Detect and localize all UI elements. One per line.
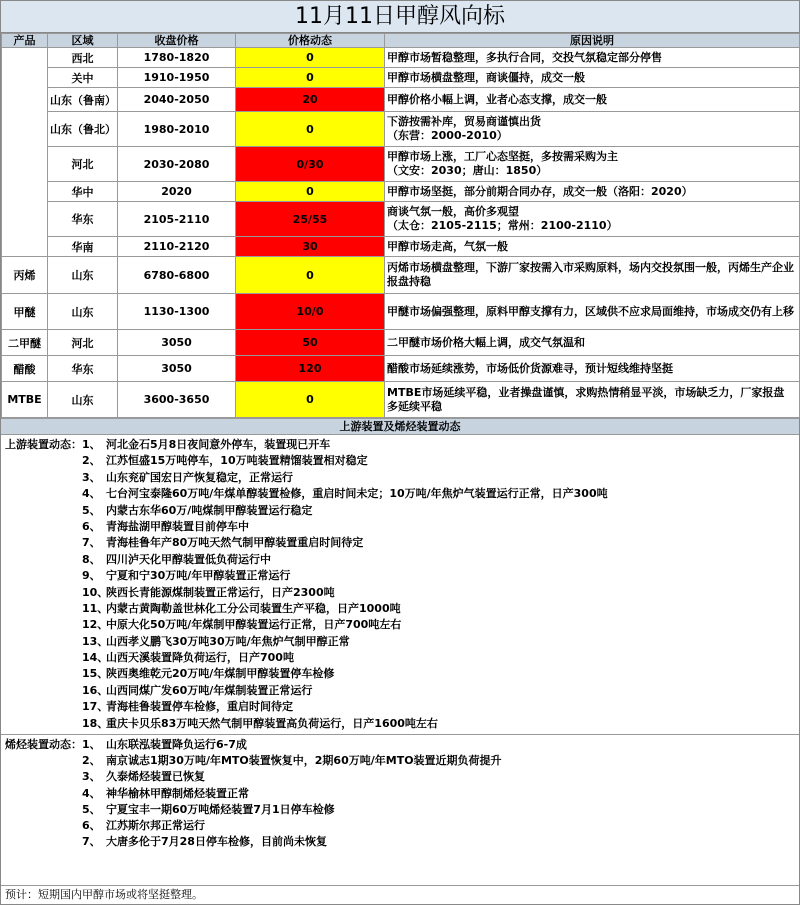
list-item (5, 683, 795, 699)
list-text: 宁夏和宁30万吨/年甲醇装置正常运行 (106, 569, 291, 583)
change-cell: 0 (236, 48, 385, 68)
price-cell: 1910-1950 (118, 68, 236, 88)
list-item (5, 737, 795, 753)
price-cell: 2020 (118, 182, 236, 202)
list-number: 3、 (82, 770, 101, 784)
table-row (2, 237, 800, 257)
list-item (5, 535, 795, 551)
table-row (2, 48, 800, 68)
list-number: 1、 (82, 738, 101, 752)
price-cell: 2040-2050 (118, 88, 236, 112)
list-text: 神华榆林甲醇制烯烃装置正常 (106, 786, 249, 800)
reason-line: 甲醚市场偏强整理，原料甲醇支撑有力，区域供不应求局面维持，市场成交仍有上移 (387, 304, 794, 318)
header-price: 收盘价格 (118, 34, 236, 48)
change-cell: 50 (236, 330, 385, 356)
table-header-row (2, 34, 800, 48)
reason-cell (385, 112, 800, 147)
reason-cell (385, 237, 800, 257)
list-item (5, 786, 795, 802)
list-item (5, 666, 795, 682)
list-text: 内蒙古黄陶勒盖世林化工分公司装置生产平稳，日产1000吨 (106, 601, 401, 615)
change-cell: 0 (236, 182, 385, 202)
list-number: 15、 (82, 667, 109, 681)
list-text: 重庆卡贝乐83万吨天然气制甲醇装置高负荷运行，日产1600吨左右 (106, 716, 438, 730)
reason-cell (385, 88, 800, 112)
product-cell: 醋酸 (2, 356, 48, 382)
region-cell: 山东（鲁北） (48, 112, 118, 147)
reason-line: 甲醇市场走高，气氛一般 (387, 239, 508, 253)
list-number: 16、 (82, 683, 109, 697)
region-cell: 华东 (48, 202, 118, 237)
reason-line: 甲醇价格小幅上调，业者心态支撑，成交一般 (387, 92, 607, 106)
list-number: 2、 (82, 754, 101, 768)
list-number: 1、 (82, 438, 101, 451)
list-number: 5、 (82, 802, 101, 816)
reason-cell (385, 182, 800, 202)
list-item (5, 802, 795, 818)
list-text: 宁夏宝丰一期60万吨烯烃装置7月1日停车检修 (106, 802, 335, 816)
reason-line: （东营：2000-2010） (387, 129, 508, 142)
list-text: 山东兖矿国宏日产恢复稳定，正常运行 (106, 470, 293, 484)
reason-line: （文安：2030；唐山：1850） (387, 164, 548, 177)
list-number: 12、 (82, 618, 109, 632)
list-item (5, 503, 795, 519)
price-cell: 1780-1820 (118, 48, 236, 68)
forecast-text: 预计：短期国内甲醇市场或将坚挺整理。 (1, 885, 799, 904)
table-row (2, 112, 800, 147)
list-item (5, 585, 795, 601)
list-item (5, 699, 795, 715)
reason-line: 甲醇市场横盘整理，商谈僵持，成交一般 (387, 70, 585, 84)
list-number: 11、 (82, 601, 109, 615)
list-text: 山西天溪装置降负荷运行，日产700吨 (106, 651, 294, 665)
list-number: 18、 (82, 716, 109, 730)
list-item (5, 716, 795, 732)
list-number: 4、 (82, 487, 101, 501)
list-number: 7、 (82, 835, 101, 849)
region-cell: 山东 (48, 257, 118, 294)
header-product: 产品 (2, 34, 48, 48)
table-row (2, 257, 800, 294)
list-text: 青海桂鲁年产80万吨天然气制甲醇装置重启时间待定 (106, 536, 364, 550)
list-item (5, 519, 795, 535)
list-number: 17、 (82, 700, 109, 714)
product-cell (2, 48, 48, 257)
region-cell: 山东 (48, 382, 118, 418)
list-number: 7、 (82, 536, 101, 550)
list-item (5, 769, 795, 785)
list-item (5, 453, 795, 469)
list-item (5, 650, 795, 666)
list-text: 青海桂鲁装置停车检修，重启时间待定 (106, 700, 293, 714)
list-text: 江苏斯尔邦正常运行 (106, 818, 205, 832)
table-row (2, 382, 800, 418)
list-text: 陕西奥维乾元20万吨/年煤制甲醇装置停车检修 (106, 667, 335, 681)
list-text: 陕西长青能源煤制装置正常运行，日产2300吨 (106, 585, 335, 599)
change-cell: 0 (236, 382, 385, 418)
reason-line: 商谈气氛一般，高价多观望 (387, 205, 519, 218)
price-cell: 1130-1300 (118, 294, 236, 330)
product-cell: 丙烯 (2, 257, 48, 294)
table-row (2, 68, 800, 88)
list-text: 内蒙古东华60万/吨煤制甲醇装置运行稳定 (106, 503, 313, 517)
table-row (2, 182, 800, 202)
list-text: 南京诚志1期30万吨/年MTO装置恢复中，2期60万吨/年MTO装置近期负荷提升 (106, 754, 502, 768)
price-table (1, 33, 800, 418)
list-text: 山西同煤广发60万吨/年煤制装置正常运行 (106, 683, 313, 697)
list-text: 大唐多伦于7月28日停车检修，目前尚未恢复 (106, 835, 327, 849)
reason-cell (385, 147, 800, 182)
reason-line: （太仓：2105-2115；常州：2100-2110） (387, 219, 618, 232)
list-label: 上游装置动态： (5, 438, 82, 451)
list-number: 3、 (82, 470, 101, 484)
price-cell: 2110-2120 (118, 237, 236, 257)
list-item (5, 437, 795, 453)
price-cell: 2030-2080 (118, 147, 236, 182)
price-cell: 2105-2110 (118, 202, 236, 237)
list-text: 山东联泓装置降负运行6-7成 (106, 738, 247, 752)
change-cell: 0 (236, 112, 385, 147)
list-text: 久泰烯烃装置已恢复 (106, 770, 205, 784)
list-number: 4、 (82, 786, 101, 800)
reason-line: 甲醇市场坚挺，部分前期合同办存，成交一般（洛阳：2020） (387, 184, 693, 198)
region-cell: 西北 (48, 48, 118, 68)
list-item (5, 617, 795, 633)
header-change: 价格动态 (236, 34, 385, 48)
list-text: 中原大化50万吨/年煤制甲醇装置运行正常，日产700吨左右 (106, 618, 402, 632)
list-item (5, 568, 795, 584)
page-title: 11月11日甲醇风向标 (1, 1, 799, 33)
list-item (5, 486, 795, 502)
header-region: 区域 (48, 34, 118, 48)
list-item (5, 470, 795, 486)
list-item (5, 818, 795, 834)
list-number: 8、 (82, 552, 101, 566)
list-item (5, 753, 795, 769)
reason-cell (385, 48, 800, 68)
price-cell: 6780-6800 (118, 257, 236, 294)
reason-line: 甲醇市场暂稳整理，多执行合同，交投气氛稳定部分停售 (387, 50, 662, 64)
list-text: 七台河宝泰隆60万吨/年煤单醇装置检修，重启时间未定；10万吨/年焦炉气装置运行正常，日产300吨 (106, 487, 608, 501)
list-text: 山西孝义鹏飞30万吨30万吨/年焦炉气制甲醇正常 (106, 634, 350, 648)
product-cell: MTBE (2, 382, 48, 418)
price-cell: 1980-2010 (118, 112, 236, 147)
list-text: 江苏恒盛15万吨停车，10万吨装置精馏装置相对稳定 (106, 454, 368, 468)
reason-line: 二甲醚市场价格大幅上调，成交气氛温和 (387, 335, 585, 349)
change-cell: 20 (236, 88, 385, 112)
list-number: 10、 (82, 585, 109, 599)
list-number: 14、 (82, 651, 109, 665)
region-cell: 山东 (48, 294, 118, 330)
product-cell: 二甲醚 (2, 330, 48, 356)
change-cell: 30 (236, 237, 385, 257)
list-number: 5、 (82, 503, 101, 517)
region-cell: 关中 (48, 68, 118, 88)
region-cell: 华南 (48, 237, 118, 257)
change-cell: 0 (236, 257, 385, 294)
list-text: 青海盐湖甲醇装置目前停车中 (106, 519, 249, 533)
price-cell: 3600-3650 (118, 382, 236, 418)
change-cell: 0/30 (236, 147, 385, 182)
change-cell: 0 (236, 68, 385, 88)
region-cell: 河北 (48, 330, 118, 356)
table-row (2, 88, 800, 112)
reason-cell (385, 294, 800, 330)
header-reason: 原因说明 (385, 34, 800, 48)
reason-line: MTBE市场延续平稳，业者操盘谨慎，求购热情稍显平淡，市场缺乏力，厂家报盘 (387, 385, 785, 399)
section-title: 上游装置及烯烃装置动态 (1, 418, 799, 435)
table-row (2, 330, 800, 356)
list-number: 6、 (82, 818, 101, 832)
reason-line: 甲醇市场上涨，工厂心态坚挺，多按需采购为主 (387, 150, 618, 163)
reason-line: 下游按需补库，贸易商谨慎出货 (387, 115, 541, 128)
table-row (2, 202, 800, 237)
price-cell: 3050 (118, 330, 236, 356)
change-cell: 10/0 (236, 294, 385, 330)
change-cell: 120 (236, 356, 385, 382)
region-cell: 山东（鲁南） (48, 88, 118, 112)
olefin-list (1, 734, 799, 852)
list-item (5, 552, 795, 568)
table-row (2, 147, 800, 182)
region-cell: 华东 (48, 356, 118, 382)
reason-cell (385, 330, 800, 356)
list-number: 2、 (82, 454, 101, 468)
list-number: 6、 (82, 519, 101, 533)
reason-cell (385, 382, 800, 418)
list-text: 四川泸天化甲醇装置低负荷运行中 (106, 552, 271, 566)
product-cell: 甲醚 (2, 294, 48, 330)
table-row (2, 356, 800, 382)
upstream-list (1, 435, 799, 734)
list-number: 9、 (82, 569, 101, 583)
reason-cell (385, 68, 800, 88)
list-text: 河北金石5月8日夜间意外停车，装置现已开车 (106, 438, 331, 451)
reason-cell (385, 356, 800, 382)
table-row (2, 294, 800, 330)
reason-cell (385, 257, 800, 294)
reason-line: 报盘持稳 (387, 275, 431, 288)
reason-cell (385, 202, 800, 237)
list-number: 13、 (82, 634, 109, 648)
list-item (5, 834, 795, 850)
reason-line: 多延续平稳 (387, 399, 442, 413)
price-cell: 3050 (118, 356, 236, 382)
region-cell: 河北 (48, 147, 118, 182)
change-cell: 25/55 (236, 202, 385, 237)
list-item (5, 634, 795, 650)
reason-line: 丙烯市场横盘整理，下游厂家按需入市采购原料，场内交投氛围一般，丙烯生产企业 (387, 261, 794, 274)
list-item (5, 601, 795, 617)
reason-line: 醋酸市场延续涨势，市场低价货源难寻，预计短线维持坚挺 (387, 361, 673, 375)
region-cell: 华中 (48, 182, 118, 202)
list-label: 烯烃装置动态： (5, 738, 82, 752)
